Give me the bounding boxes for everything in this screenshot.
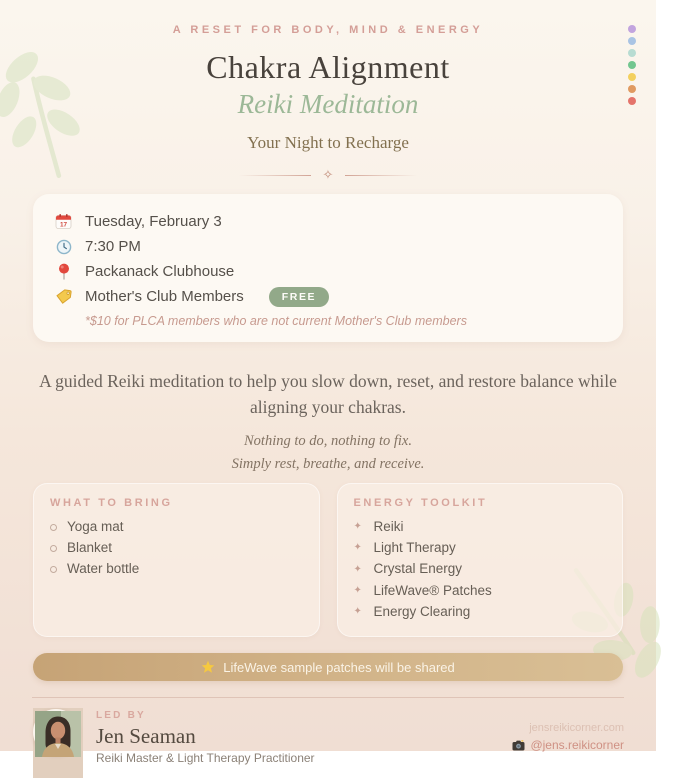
divider-star-icon: ✧ xyxy=(322,167,334,183)
ornamental-divider xyxy=(0,168,656,182)
description-text: A guided Reiki meditation to help you slow down, reset, and restore balance while aligning your chakras. xyxy=(39,371,617,418)
list-item-label: LifeWave® Patches xyxy=(373,582,492,598)
list-item xyxy=(354,582,607,600)
tagline: Your Night to Recharge xyxy=(247,133,409,152)
detail-row-price xyxy=(55,284,601,309)
location-pin-icon xyxy=(55,263,72,280)
bullet-icon xyxy=(50,566,57,573)
calendar-icon xyxy=(55,213,72,230)
website-link[interactable]: jensreikicorner.com xyxy=(529,722,624,735)
what-to-bring-card xyxy=(33,483,320,637)
chakra-dots-column xyxy=(628,25,636,105)
list-item-label: Energy Clearing xyxy=(373,603,471,619)
list-item xyxy=(50,518,303,536)
energy-toolkit-card xyxy=(337,483,624,637)
detail-row-time xyxy=(55,234,601,259)
footer xyxy=(0,698,656,776)
chakra-dot xyxy=(628,97,636,105)
info-columns xyxy=(33,483,623,637)
list-item xyxy=(50,560,303,578)
list-item-label: Yoga mat xyxy=(67,519,124,534)
event-details-card xyxy=(33,194,623,342)
page-title: Chakra Alignment xyxy=(206,49,450,85)
star-icon xyxy=(201,660,215,674)
clock-icon xyxy=(55,238,72,255)
page-subtitle: Reiki Meditation xyxy=(237,89,419,119)
emphasis-lines xyxy=(26,431,630,477)
energy-toolkit-list xyxy=(354,518,607,621)
instagram-handle: @jens.reikicorner xyxy=(530,738,624,753)
list-item xyxy=(354,560,607,578)
camera-icon xyxy=(512,740,525,751)
lifewave-banner xyxy=(33,653,623,681)
chakra-dot xyxy=(628,85,636,93)
divider-line xyxy=(239,175,311,176)
detail-row-location xyxy=(55,259,601,284)
what-to-bring-heading: WHAT TO BRING xyxy=(50,497,173,509)
event-description xyxy=(0,368,656,476)
flyer-header xyxy=(0,0,656,153)
free-badge: FREE xyxy=(269,287,329,307)
bullet-icon xyxy=(354,522,364,532)
list-item xyxy=(354,603,607,621)
list-item xyxy=(50,539,303,557)
event-date: Tuesday, February 3 xyxy=(85,213,222,230)
list-item xyxy=(354,539,607,557)
banner-text: LifeWave sample patches will be shared xyxy=(223,659,455,675)
detail-row-date xyxy=(55,209,601,234)
chakra-dot xyxy=(628,49,636,57)
eyebrow-text: A RESET FOR BODY, MIND & ENERGY xyxy=(172,24,484,36)
list-item-label: Light Therapy xyxy=(373,540,456,556)
list-item-label: Blanket xyxy=(67,540,113,556)
list-item-label: Crystal Energy xyxy=(373,561,463,577)
led-by-label: LED BY xyxy=(96,710,146,722)
contact-block xyxy=(512,722,624,752)
bullet-icon xyxy=(354,586,364,596)
instagram-link[interactable] xyxy=(512,738,624,752)
bullet-icon xyxy=(354,565,364,575)
what-to-bring-list xyxy=(50,518,303,579)
event-location: Packanack Clubhouse xyxy=(85,263,235,280)
tag-icon xyxy=(55,288,72,305)
chakra-dot xyxy=(628,25,636,33)
chakra-dot xyxy=(628,61,636,69)
svg-text:17: 17 xyxy=(59,221,68,229)
bullet-icon xyxy=(354,607,364,617)
pricing-note: *$10 for PLCA members who are not current Mother's Club members xyxy=(85,314,467,328)
practitioner-role: Reiki Master & Light Therapy Practitioner xyxy=(96,751,315,766)
practitioner-name: Jen Seaman xyxy=(96,724,196,749)
bullet-icon xyxy=(50,545,57,552)
event-time: 7:30 PM xyxy=(85,238,141,255)
avatar xyxy=(33,709,79,755)
chakra-dot xyxy=(628,73,636,81)
energy-toolkit-heading: ENERGY TOOLKIT xyxy=(353,497,488,509)
led-by-block xyxy=(96,710,315,765)
emphasis-line: Nothing to do, nothing to fix. xyxy=(244,432,412,449)
divider-line xyxy=(345,175,417,176)
chakra-dot xyxy=(628,37,636,45)
list-item xyxy=(354,518,607,536)
emphasis-line: Simply rest, breathe, and receive. xyxy=(231,456,425,473)
list-item-label: Water bottle xyxy=(67,561,140,577)
bullet-icon xyxy=(50,524,57,531)
list-item-label: Reiki xyxy=(373,519,404,534)
event-audience: Mother's Club Members xyxy=(85,288,244,305)
bullet-icon xyxy=(354,543,364,553)
